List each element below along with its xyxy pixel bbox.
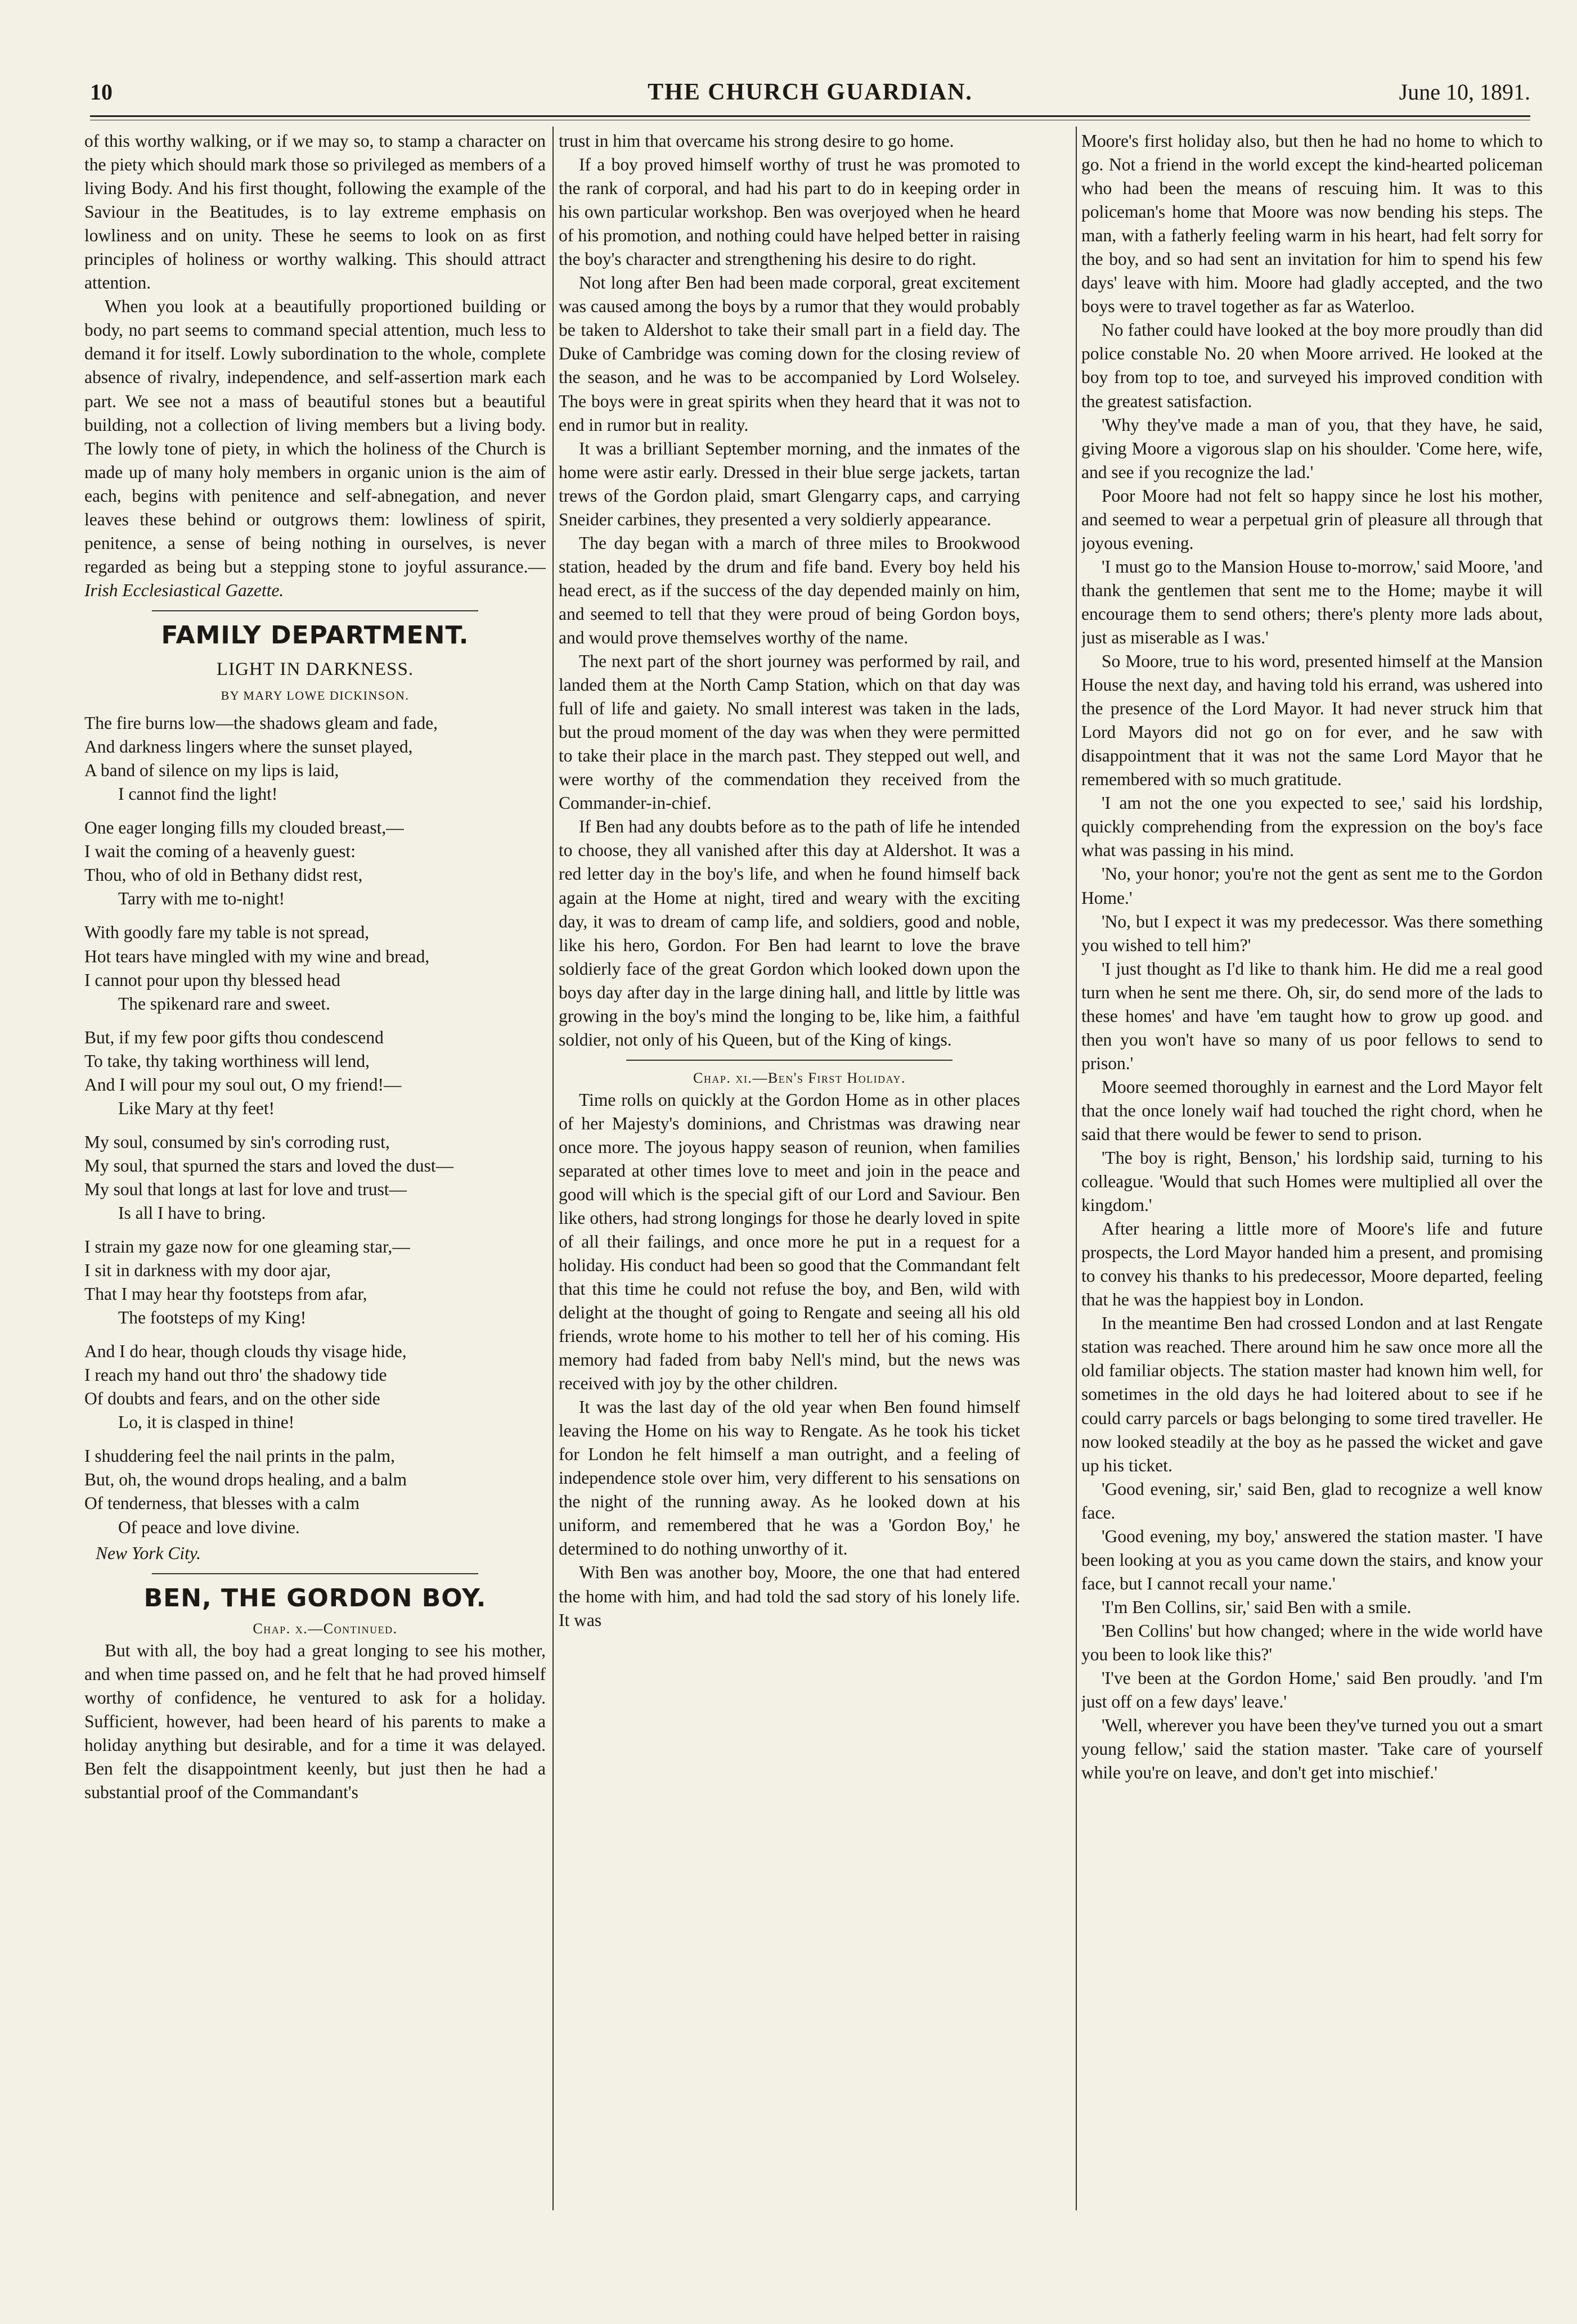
column-3 [1081, 129, 1543, 2210]
article-paragraph: 'Well, wherever you have been they've turned you out a smart young fellow,' said the station master. 'Take care of yourself while you're on leave, and don't get into mischief.' [1081, 1715, 1543, 1783]
poem-line: I strain my gaze now for one gleaming star,— [84, 1237, 410, 1257]
poem-stanza [84, 1026, 546, 1120]
poem-line: I wait the coming of a heavenly guest: [84, 841, 356, 862]
article-paragraph: Time rolls on quickly at the Gordon Home as in other places of her Majesty's dominions, and Christmas was drawing near once more. The joyous happy season of reunion, when families separated at other times love to meet and join in the peace and good will which is the special gift of our Lord and Saviour. Ben like others, had strong longings for those he dearly loved in spite of all their failings, and once more he put in a request for a holiday. His conduct had been so good that the Commandant felt that this time he could not refuse the boy, and Ben, wild with delight at the thought of going to Rengate and seeing all his old friends, wrote home to his mother to tell her of his coming. His memory had faded from baby Nell's mind, but the news was received with joy by the other children. [559, 1089, 1020, 1394]
article-paragraph: The day began with a march of three miles to Brookwood station, headed by the drum and fife band. Every boy held his head erect, as if the success of the day depended mainly on him, and seemed to tell that they were proud of being Gordon boys, and would prove themselves worthy of the name. [559, 533, 1020, 647]
poem-line: To take, thy taking worthiness will lend, [84, 1051, 370, 1071]
poem-line: Thou, who of old in Bethany didst rest, [84, 865, 363, 885]
poem-line: That I may hear thy footsteps from afar, [84, 1284, 367, 1304]
poem-line: The fire burns low—the shadows gleam and fade, [84, 713, 438, 733]
column-divider-1 [552, 127, 554, 2210]
poem-line: I cannot pour upon thy blessed head [84, 970, 340, 990]
poem-line: I reach my hand out thro' the shadowy tide [84, 1365, 387, 1385]
poem-stanza [84, 1131, 546, 1225]
poem-source: New York City. [96, 1543, 201, 1563]
article-paragraph: It was the last day of the old year when Ben found himself leaving the Home on his way to Rengate. As he took his ticket for London he felt himself a man outright, and a feeling of independence stole over him, very different to his sensations on the night of the running away. As he looked down at his uniform, and remembered that he was a 'Gordon Boy,' he determined to do nothing unworthy of it. [559, 1397, 1020, 1559]
poem-line: And I will pour my soul out, O my friend!— [84, 1074, 402, 1095]
article-paragraph: If a boy proved himself worthy of trust he was promoted to the rank of corporal, and had his part to do in keeping order in his own particular workshop. Ben was overjoyed when he heard of his promotion, and nothing could have helped better in raising the boy's character and strengthening his desire to do right. [559, 155, 1020, 269]
poem-stanza [84, 1340, 546, 1434]
article-paragraph: But with all, the boy had a great longing to see his mother, and when time passed on, and he felt that he had proved himself worthy of confidence, he ventured to ask for a holiday. Sufficient, however, had been heard of his parents to make a holiday anything but desirable, and for a time it was delayed. Ben felt the disappointment keenly, but just then he had a substantial proof of the Commandant's [84, 1641, 546, 1803]
article-paragraph: Not long after Ben had been made corporal, great excitement was caused among the boys by a rumor that they would probably be taken to Aldershot to take their small part in a field day. The Duke of Cambridge was coming down for the closing review of the season, and he was to be accompanied by Lord Wolseley. The boys were in great spirits when they heard that it was not to end in rumor but in reality. [559, 273, 1020, 435]
poem-line: Of peace and love divine. [118, 1517, 300, 1537]
article-paragraph: No father could have looked at the boy more proudly than did police constable No. 20 when Moore arrived. He looked at the boy from top to toe, and surveyed his improved condition with the greatest satisfaction. [1081, 320, 1543, 411]
article-paragraph: The next part of the short journey was performed by rail, and landed them at the North Camp Station, which on that day was full of life and gaiety. No small interest was taken in the lads, but the proud moment of the day was when they were permitted to take their place in the march past. They stepped out well, and were worthy of the commendation they received from the Commander-in-chief. [559, 651, 1020, 813]
article-paragraph: In the meantime Ben had crossed London and at last Rengate station was reached. There around him he saw once more all the old familiar objects. The station master had known him well, for sometimes in the old days he had loitered about to see if he could carry parcels or bags belonging to some tired traveller. He now looked steadily at the boy as he passed the wicket and gave up his ticket. [1081, 1313, 1543, 1475]
issue-date: June 10, 1891. [1399, 79, 1530, 105]
article-paragraph: 'Good evening, my boy,' answered the station master. 'I have been looking at you as you came down the stairs, and know your face, but I cannot recall your name.' [1081, 1526, 1543, 1593]
poem-line: I sit in darkness with my door ajar, [84, 1260, 331, 1281]
page-number: 10 [90, 79, 113, 105]
poem-line: A band of silence on my lips is laid, [84, 760, 339, 781]
article-paragraph: 'I've been at the Gordon Home,' said Ben proudly. 'and I'm just off on a few days' leave.' [1081, 1668, 1543, 1712]
header-rule [90, 115, 1530, 117]
poem-line: Lo, it is clasped in thine! [118, 1412, 295, 1433]
article-paragraph: With Ben was another boy, Moore, the one that had entered the home with him, and had told the sad story of his lonely life. It was [559, 1562, 1020, 1630]
poem-line: One eager longing fills my clouded breast,— [84, 818, 404, 838]
poem-line: The footsteps of my King! [118, 1308, 307, 1328]
section-divider [152, 610, 478, 611]
poem-line: With goodly fare my table is not spread, [84, 922, 370, 943]
poem-line: The spikenard rare and sweet. [118, 993, 330, 1014]
poem-line: My soul, consumed by sin's corroding rust, [84, 1132, 390, 1152]
column-1 [84, 129, 546, 2210]
article-paragraph: After hearing a little more of Moore's life and future prospects, the Lord Mayor handed him a present, and promising to convey his thanks to his predecessor, Moore departed, feeling that he was the happiest boy in London. [1081, 1219, 1543, 1310]
poem-line: But, oh, the wound drops healing, and a balm [84, 1470, 407, 1490]
article-paragraph: 'I am not the one you expected to see,' said his lordship, quickly comprehending from the expression on the boy's face what was passing in his mind. [1081, 793, 1543, 861]
poem-line: Like Mary at thy feet! [118, 1098, 275, 1118]
poem-line: Tarry with me to-night! [118, 889, 285, 909]
article-paragraph: 'Good evening, sir,' said Ben, glad to recognize a well know face. [1081, 1479, 1543, 1523]
poem-line: My soul, that spurned the stars and loved the dust— [84, 1155, 454, 1175]
poem-line: Is all I have to bring. [118, 1202, 266, 1223]
poem-line: I cannot find the light! [118, 784, 278, 804]
chapter-heading: Chap. x.—Continued. [253, 1620, 398, 1637]
page-header [90, 79, 1530, 112]
article-paragraph: 'Ben Collins' but how changed; where in the wide world have you been to look like this?' [1081, 1620, 1543, 1664]
article-paragraph: of this worthy walking, or if we may so, to stamp a character on the piety which should mark those so privileged as members of a living Body. And his first thought, following the example of the Saviour in the Beatitudes, is to lay extreme emphasis on lowliness and on unity. These he seems to look on as first principles of holiness or worthy walking. This should attract attention. [84, 131, 546, 293]
article-paragraph: 'I just thought as I'd like to thank him. He did me a real good turn when he sent me there. Oh, sir, do send more of the lads to these homes' and have 'em taught how to grow up good. and then you won't have so many of us poor fellows to send to prison.' [1081, 958, 1543, 1073]
masthead: THE CHURCH GUARDIAN. [648, 79, 973, 105]
article-paragraph: It was a brilliant September morning, and the inmates of the home were astir early. Dressed in their blue serge jackets, tartan trews of the Gordon plaid, smart Glengarry caps, and carrying Sneider carbines, they presented a very soldierly appearance. [559, 438, 1020, 529]
article-paragraph: 'No, your honor; you're not the gent as sent me to the Gordon Home.' [1081, 864, 1543, 908]
poem-title: LIGHT IN DARKNESS. [216, 659, 414, 679]
article-paragraph: 'Why they've made a man of you, that they have, he said, giving Moore a vigorous slap on his shoulder. 'Come here, wife, and see if you recognize the lad.' [1081, 415, 1543, 482]
poem-stanza [84, 921, 546, 1015]
article-paragraph: Moore seemed thoroughly in earnest and the Lord Mayor felt that the once lonely waif had touched the right chord, when he said that there would be fewer to send to prison. [1081, 1077, 1543, 1144]
poem-stanza [84, 711, 546, 806]
poem-stanza [84, 1235, 546, 1330]
poem-line: My soul that longs at last for love and trust— [84, 1179, 407, 1199]
article-source: Irish Ecclesiastical Gazette. [84, 580, 284, 600]
article-paragraph: Poor Moore had not felt so happy since he lost his mother, and seemed to wear a perpetual grin of pleasure all through that joyous evening. [1081, 485, 1543, 553]
poem [84, 711, 546, 1565]
article-paragraph: So Moore, true to his word, presented himself at the Mansion House the next day, and having told his errand, was ushered into the presence of the Lord Mayor. It had never struck him that Lord Mayors did not go on for ever, and he saw with disappointment that it was not the same Lord Mayor that he remembered with so much gratitude. [1081, 651, 1543, 790]
poem-line: I shuddering feel the nail prints in the palm, [84, 1446, 395, 1466]
poem-line: But, if my few poor gifts thou condescend [84, 1027, 384, 1047]
story-title: BEN, THE GORDON BOY. [143, 1583, 487, 1613]
section-divider [152, 1573, 478, 1574]
chapter-heading: Chap. xi.—Ben's First Holiday. [693, 1069, 906, 1086]
section-heading-family-department: FAMILY DEPARTMENT. [161, 620, 469, 650]
article-paragraph: trust in him that overcame his strong desire to go home. [559, 131, 954, 151]
poem-line: And darkness lingers where the sunset played, [84, 737, 413, 757]
poem-stanza [84, 816, 546, 911]
poem-stanza [84, 1444, 546, 1539]
poem-line: Of tenderness, that blesses with a calm [84, 1493, 360, 1514]
section-divider [626, 1060, 953, 1061]
poem-line: Of doubts and fears, and on the other side [84, 1389, 380, 1409]
article-paragraph: When you look at a beautifully proportioned building or body, no part seems to command special attention, much less to demand it for itself. Lowly subordination to the whole, complete absence of rivalry, independence, and self-assertion mark each part. We see not a mass of beautiful stones but a beautiful building, not a collection of living members but a living body. The lowly tone of piety, in which the holiness of the Church is made up of many holy members in organic union is the aim of each, begins with penitence and self-abnegation, and never leaves these behind or outgrows them: lowliness of spirit, penitence, a sense of being nothing in ourselves, is never regarded as being but a stepping stone to joyful assurance.—Irish Ecclesiastical Gazette. [84, 296, 546, 600]
poem-line: And I do hear, though clouds thy visage hide, [84, 1341, 407, 1362]
column-2 [559, 129, 1020, 2210]
column-divider-2 [1076, 127, 1077, 2210]
poem-line: Hot tears have mingled with my wine and bread, [84, 946, 430, 966]
article-paragraph: 'I must go to the Mansion House to-morrow,' said Moore, 'and thank the gentlemen that sent me to the Home; maybe it will encourage them to send others; there's plenty more lads about, just as miserable as I was.' [1081, 556, 1543, 647]
article-paragraph: Moore's first holiday also, but then he had no home to which to go. Not a friend in the world except the kind-hearted policeman who had been the means of rescuing him. It was to this policeman's home that Moore was now bending his steps. The man, with a fatherly feeling warm in his heart, had felt sorry for the boy, and so had sent an invitation for him to spend his few days' leave with him. Moore had gladly accepted, and the two boys were to travel together as far as Waterloo. [1081, 131, 1543, 317]
article-paragraph: 'I'm Ben Collins, sir,' said Ben with a smile. [1102, 1597, 1412, 1617]
article-paragraph: 'No, but I expect it was my predecessor. Was there something you wished to tell him?' [1081, 911, 1543, 955]
article-paragraph: 'The boy is right, Benson,' his lordship said, turning to his colleague. 'Would that such Homes were multiplied all over the kingdom.' [1081, 1148, 1543, 1215]
article-paragraph: If Ben had any doubts before as to the path of life he intended to choose, they all vanished after this day at Aldershot. It was a red letter day in the boy's life, and when he found himself back again at the Home at night, tired and weary with the exciting day, it was to dream of camp life, and soldiers, good and noble, like his hero, Gordon. For Ben had learnt to love the brave soldierly face of the great Gordon which looked down upon the boys day after day in the large dining hall, and little by little was growing in the boy's mind the longing to be, like him, a faithful soldier, not only of his Queen, but of the King of kings. [559, 817, 1020, 1050]
poem-byline: BY MARY LOWE DICKINSON. [221, 688, 410, 702]
